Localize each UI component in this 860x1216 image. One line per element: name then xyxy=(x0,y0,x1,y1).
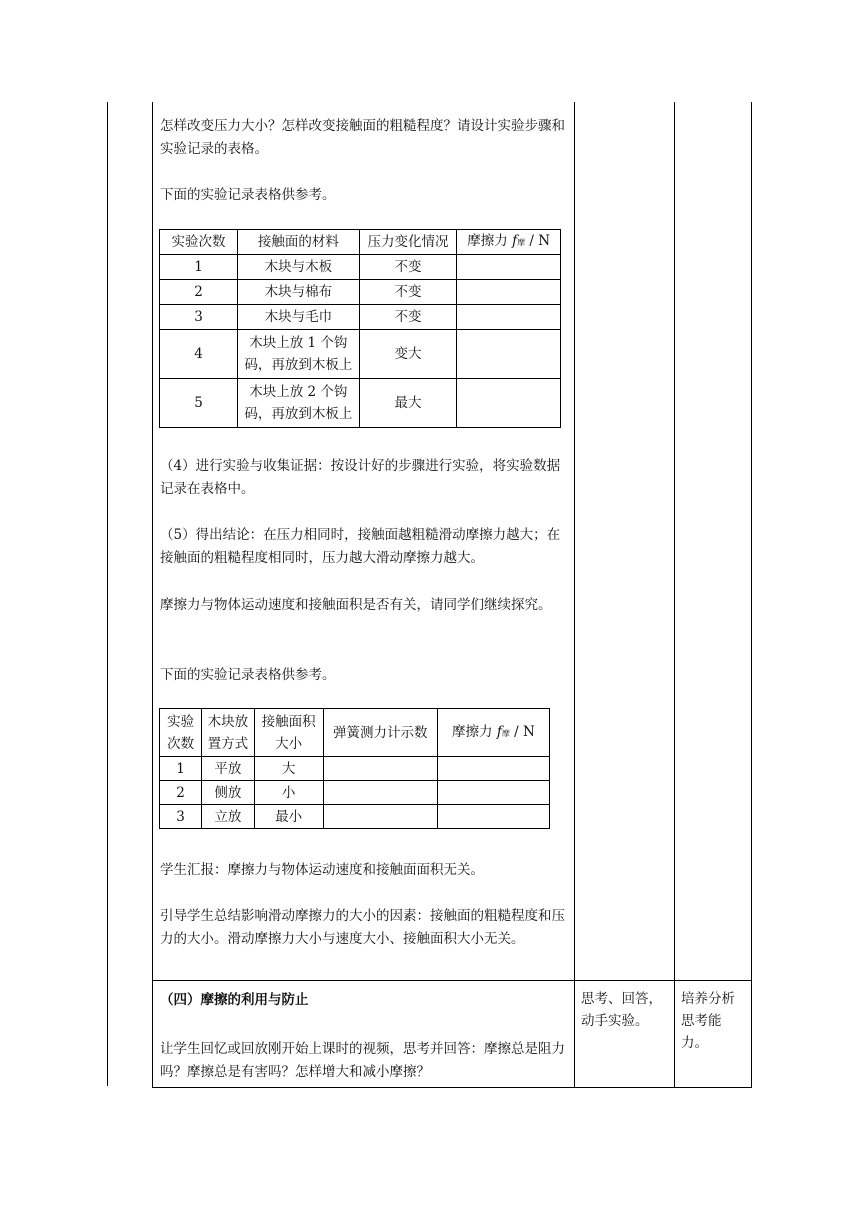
table-border-bottom xyxy=(152,1087,752,1088)
table-header-cell: 压力变化情况 xyxy=(359,230,457,255)
table-cell: 不变 xyxy=(359,255,457,280)
table-cell: 小 xyxy=(254,781,323,805)
table-cell: 3 xyxy=(160,805,202,829)
table-header-cell: 摩擦力 f摩 / N xyxy=(457,230,561,255)
paragraph: 下面的实验记录表格供参考。 xyxy=(160,187,336,203)
table-header-cell: 木块放置方式 xyxy=(202,709,254,757)
table-cell: 立放 xyxy=(202,805,254,829)
table-cell xyxy=(457,255,561,280)
section-heading: （四）摩擦的利用与防止 xyxy=(160,992,309,1008)
table-cell: 木块上放 1 个钩码，再放到木板上 xyxy=(238,330,360,379)
table-cell: 5 xyxy=(160,379,238,428)
table-cell: 3 xyxy=(160,305,238,330)
table-cell: 平放 xyxy=(202,757,254,781)
paragraph: 引导学生总结影响滑动摩擦力的大小的因素：接触面的粗糙程度和压力的大小。滑动摩擦力大小与速度大小、接触面积大小无关。 xyxy=(160,908,565,947)
table-divider-1 xyxy=(574,102,575,1088)
table-cell: 不变 xyxy=(359,280,457,305)
table-cell: 大 xyxy=(254,757,323,781)
table-row xyxy=(160,805,550,829)
table-cell xyxy=(323,805,437,829)
table-cell xyxy=(437,757,549,781)
table-cell: 变大 xyxy=(359,330,457,379)
table-header-cell: 摩擦力 f摩 / N xyxy=(437,709,549,757)
table-border-left xyxy=(152,102,153,1088)
paragraph: （5）得出结论：在压力相同时，接触面越粗糙滑动摩擦力越大；在接触面的粗糙程度相同时，压力越大滑动摩擦力越大。 xyxy=(160,527,561,566)
table-header-cell: 实验次数 xyxy=(160,230,238,255)
table-header-cell: 接触面积大小 xyxy=(254,709,323,757)
student-activity-cell: 思考、回答，动手实验。 xyxy=(581,991,662,1029)
table-cell: 1 xyxy=(160,255,238,280)
table-header-row xyxy=(160,709,550,757)
table-cell: 木块与棉布 xyxy=(238,280,360,305)
table-row xyxy=(160,305,561,330)
design-intent-cell: 培养分析思考能力。 xyxy=(681,991,735,1051)
table-row xyxy=(160,255,561,280)
table-divider-2 xyxy=(674,102,675,1088)
teacher-activity-cell-bottom xyxy=(160,981,572,1087)
table-header-row xyxy=(160,230,561,255)
table-cell: 2 xyxy=(160,781,202,805)
table-cell xyxy=(323,781,437,805)
table-cell: 4 xyxy=(160,330,238,379)
table-cell: 2 xyxy=(160,280,238,305)
table-cell xyxy=(323,757,437,781)
table-header-cell: 接触面的材料 xyxy=(238,230,360,255)
paragraph: 怎样改变压力大小？怎样改变接触面的粗糙程度？请设计实验步骤和实验记录的表格。 xyxy=(160,118,565,157)
table-cell: 木块与毛巾 xyxy=(238,305,360,330)
paragraph: 学生汇报：摩擦力与物体运动速度和接触面面积无关。 xyxy=(160,862,484,878)
table-cell xyxy=(457,330,561,379)
paragraph: 摩擦力与物体运动速度和接触面积是否有关，请同学们继续探究。 xyxy=(160,597,552,613)
table-cell xyxy=(457,379,561,428)
table-cell xyxy=(437,805,549,829)
table-row xyxy=(160,280,561,305)
table-cell: 木块上放 2 个钩码，再放到木板上 xyxy=(238,379,360,428)
table-cell: 木块与木板 xyxy=(238,255,360,280)
table-row xyxy=(160,330,561,379)
paragraph: 让学生回忆或回放刚开始上课时的视频，思考并回答：摩擦总是阻力吗？摩擦总是有害吗？怎样增大和减小摩擦？ xyxy=(160,1041,565,1080)
table-header-cell: 弹簧测力计示数 xyxy=(323,709,437,757)
table-cell: 侧放 xyxy=(202,781,254,805)
table-cell: 最大 xyxy=(359,379,457,428)
page-margin-rule xyxy=(107,102,108,1086)
table-cell xyxy=(437,781,549,805)
table-cell xyxy=(457,305,561,330)
table-row xyxy=(160,757,550,781)
experiment-table-2 xyxy=(159,708,550,829)
paragraph: （4）进行实验与收集证据：按设计好的步骤进行实验，将实验数据记录在表格中。 xyxy=(160,458,561,497)
table-cell: 最小 xyxy=(254,805,323,829)
table-cell: 不变 xyxy=(359,305,457,330)
table-row xyxy=(160,379,561,428)
experiment-table-1 xyxy=(159,229,561,428)
paragraph: 下面的实验记录表格供参考。 xyxy=(160,667,336,683)
table-row xyxy=(160,781,550,805)
table-cell: 1 xyxy=(160,757,202,781)
table-cell xyxy=(457,280,561,305)
table-header-cell: 实验次数 xyxy=(160,709,202,757)
table-border-right xyxy=(751,102,752,1088)
teacher-activity-cell xyxy=(160,102,572,980)
lesson-plan-table xyxy=(152,102,752,1088)
